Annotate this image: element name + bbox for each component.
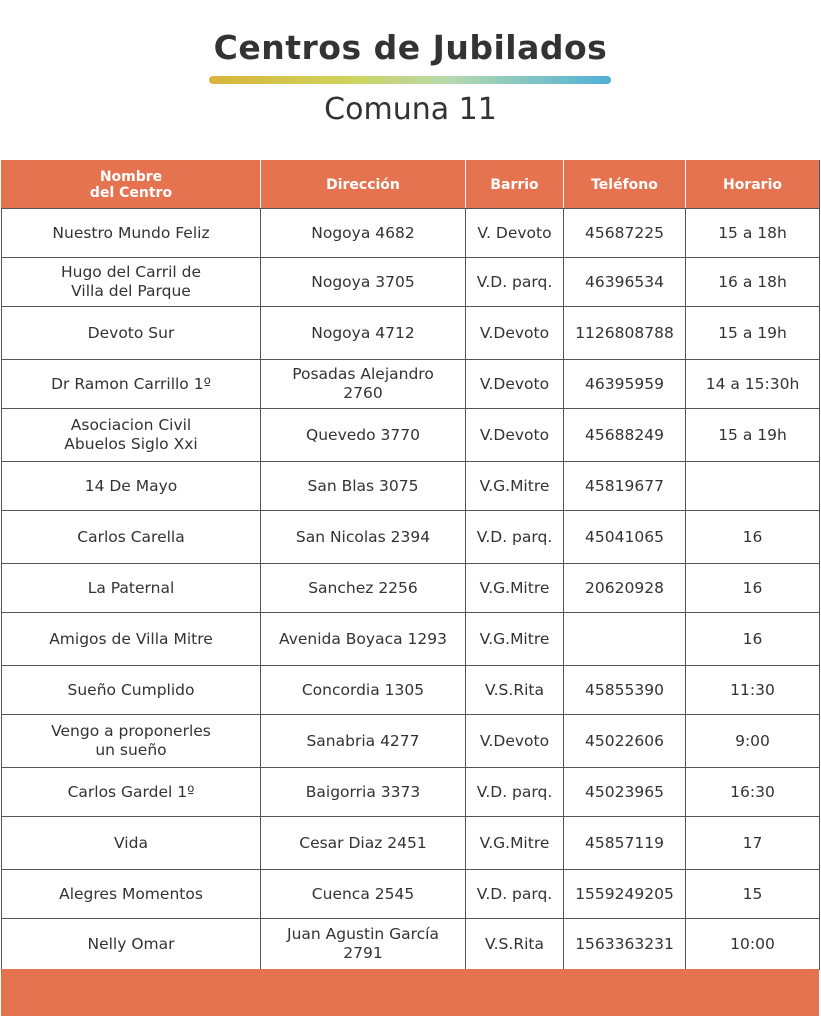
- cell-barrio-line: V.D. parq.: [476, 272, 553, 291]
- cell-direccion-line: Posadas Alejandro: [292, 365, 434, 383]
- cell-barrio-line: V.Devoto: [479, 323, 550, 342]
- cell-telefono-line: 45855390: [585, 680, 664, 699]
- cell-horario: [686, 715, 820, 768]
- cell-direccion-line: Nogoya 4712: [311, 323, 415, 342]
- cell-barrio-line: V.G.Mitre: [479, 629, 550, 648]
- cell-nombre: [2, 209, 261, 258]
- cell-nombre-line: un sueño: [95, 741, 167, 759]
- cell-telefono-line: 20620928: [585, 578, 664, 597]
- col-header-horario: Horario: [686, 161, 820, 209]
- col-header-telefono: Teléfono: [564, 161, 686, 209]
- cell-horario: [686, 768, 820, 817]
- cell-horario-line: 16: [742, 629, 763, 648]
- cell-nombre-line: Devoto Sur: [87, 323, 175, 342]
- table-row: [2, 209, 820, 258]
- cell-nombre-line: Nelly Omar: [87, 934, 175, 953]
- cell-direccion-line: Quevedo 3770: [306, 425, 420, 444]
- cell-nombre-line: La Paternal: [87, 578, 175, 597]
- table-row: [2, 360, 820, 409]
- cell-horario-line: 16: [742, 578, 763, 597]
- cell-nombre-line: Vengo a proponerles: [51, 722, 211, 740]
- cell-nombre-line: 14 De Mayo: [84, 476, 178, 495]
- table-row: [2, 307, 820, 360]
- cell-nombre-line: Nuestro Mundo Feliz: [52, 223, 210, 242]
- cell-direccion: [261, 870, 466, 919]
- col-header-barrio: Barrio: [466, 161, 564, 209]
- cell-barrio-line: V.G.Mitre: [479, 833, 550, 852]
- cell-horario: [686, 613, 820, 666]
- cell-nombre-line: Villa del Parque: [71, 282, 191, 300]
- cell-nombre: [2, 258, 261, 307]
- cell-nombre: [2, 564, 261, 613]
- cell-telefono: [564, 511, 686, 564]
- cell-telefono: [564, 462, 686, 511]
- cell-nombre-line: Asociacion Civil: [70, 416, 192, 434]
- table-row: [2, 564, 820, 613]
- cell-nombre-line: Hugo del Carril de: [60, 263, 202, 281]
- cell-telefono: [564, 715, 686, 768]
- cell-direccion-line: Baigorria 3373: [305, 782, 421, 801]
- cell-nombre-line: Abuelos Siglo Xxi: [64, 435, 198, 453]
- cell-telefono-line: 45041065: [585, 527, 664, 546]
- cell-direccion: [261, 919, 466, 970]
- cell-horario-line: 11:30: [730, 680, 775, 699]
- cell-barrio: [466, 511, 564, 564]
- table-row: [2, 258, 820, 307]
- cell-telefono-line: 1563363231: [575, 934, 674, 953]
- cell-barrio-line: V.S.Rita: [485, 934, 544, 953]
- cell-nombre: [2, 511, 261, 564]
- cell-barrio-line: V.D. parq.: [476, 527, 553, 546]
- cell-horario: [686, 360, 820, 409]
- title-underline-gradient: [209, 76, 611, 84]
- cell-direccion-line: Juan Agustin García: [287, 925, 439, 943]
- cell-barrio: [466, 307, 564, 360]
- cell-direccion: [261, 209, 466, 258]
- cell-telefono: [564, 613, 686, 666]
- cell-direccion: [261, 817, 466, 870]
- cell-telefono-line: 46395959: [585, 374, 664, 393]
- cell-horario-line: 9:00: [735, 731, 770, 750]
- page-title: Centros de Jubilados: [213, 28, 608, 67]
- cell-direccion-line: Nogoya 3705: [311, 272, 415, 291]
- cell-direccion-line: 2760: [343, 384, 383, 402]
- cell-nombre: [2, 613, 261, 666]
- cell-horario-line: 15 a 18h: [718, 223, 787, 242]
- footer-bar: [1, 969, 819, 1016]
- table-row: [2, 768, 820, 817]
- cell-telefono: [564, 870, 686, 919]
- cell-horario-line: 17: [742, 833, 763, 852]
- cell-barrio-line: V.G.Mitre: [479, 578, 550, 597]
- cell-barrio: [466, 462, 564, 511]
- cell-telefono-line: 45688249: [585, 425, 664, 444]
- cell-direccion: [261, 258, 466, 307]
- col-header-nombre: [2, 161, 261, 209]
- cell-telefono-line: 1559249205: [575, 884, 674, 903]
- table-row: [2, 409, 820, 462]
- cell-direccion: [261, 511, 466, 564]
- cell-barrio: [466, 409, 564, 462]
- cell-telefono: [564, 768, 686, 817]
- cell-barrio-line: V. Devoto: [477, 223, 552, 242]
- cell-barrio-line: V.Devoto: [479, 425, 550, 444]
- table-row: [2, 817, 820, 870]
- cell-direccion-line: Cesar Diaz 2451: [299, 833, 427, 852]
- cell-horario-line: 14 a 15:30h: [705, 374, 800, 393]
- cell-telefono-line: 45819677: [585, 476, 664, 495]
- cell-direccion: [261, 564, 466, 613]
- cell-telefono: [564, 360, 686, 409]
- cell-telefono: [564, 564, 686, 613]
- cell-horario: [686, 511, 820, 564]
- cell-telefono: [564, 919, 686, 970]
- table-row: [2, 715, 820, 768]
- cell-barrio: [466, 360, 564, 409]
- table-row: [2, 666, 820, 715]
- cell-direccion: [261, 768, 466, 817]
- cell-nombre: [2, 817, 261, 870]
- cell-direccion: [261, 462, 466, 511]
- cell-horario: [686, 666, 820, 715]
- col-header-direccion: Dirección: [261, 161, 466, 209]
- cell-horario-line: 16 a 18h: [718, 272, 787, 291]
- cell-telefono-line: 45857119: [585, 833, 664, 852]
- cell-barrio-line: V.Devoto: [479, 374, 550, 393]
- cell-horario-line: 10:00: [730, 934, 775, 953]
- cell-barrio: [466, 870, 564, 919]
- cell-horario: [686, 817, 820, 870]
- col-header-nombre-line1: Nombre: [99, 168, 163, 185]
- cell-direccion: [261, 666, 466, 715]
- cell-direccion-line: Sanchez 2256: [308, 578, 418, 597]
- cell-direccion-line: Nogoya 4682: [311, 223, 415, 242]
- cell-nombre-line: Vida: [114, 833, 148, 852]
- cell-direccion-line: 2791: [343, 944, 383, 962]
- cell-barrio: [466, 258, 564, 307]
- cell-barrio: [466, 715, 564, 768]
- cell-telefono-line: 45023965: [585, 782, 664, 801]
- cell-barrio: [466, 768, 564, 817]
- cell-direccion: [261, 715, 466, 768]
- cell-horario: [686, 258, 820, 307]
- cell-nombre-line: Dr Ramon Carrillo 1º: [51, 374, 211, 393]
- centers-table: [1, 160, 820, 970]
- cell-nombre: [2, 666, 261, 715]
- cell-nombre-line: Sueño Cumplido: [67, 680, 195, 699]
- cell-telefono-line: 1126808788: [575, 323, 674, 342]
- cell-horario-line: 16:30: [730, 782, 775, 801]
- cell-nombre: [2, 919, 261, 970]
- cell-barrio-line: V.Devoto: [479, 731, 550, 750]
- cell-barrio: [466, 919, 564, 970]
- cell-telefono-line: 45687225: [585, 223, 664, 242]
- cell-barrio: [466, 666, 564, 715]
- cell-horario-line: 15 a 19h: [718, 425, 787, 444]
- cell-direccion-line: Avenida Boyaca 1293: [279, 629, 447, 648]
- cell-direccion-line: Cuenca 2545: [311, 884, 415, 903]
- cell-nombre: [2, 768, 261, 817]
- cell-direccion: [261, 613, 466, 666]
- cell-nombre: [2, 870, 261, 919]
- cell-telefono: [564, 209, 686, 258]
- cell-telefono: [564, 409, 686, 462]
- table-row: [2, 919, 820, 970]
- cell-telefono-line: 45022606: [585, 731, 664, 750]
- cell-horario-line: 15 a 19h: [718, 323, 787, 342]
- cell-telefono: [564, 666, 686, 715]
- cell-direccion-line: San Nicolas 2394: [295, 527, 431, 546]
- cell-barrio-line: V.G.Mitre: [479, 476, 550, 495]
- cell-direccion: [261, 307, 466, 360]
- cell-nombre-line: Amigos de Villa Mitre: [49, 629, 213, 648]
- cell-telefono: [564, 307, 686, 360]
- cell-nombre-line: Alegres Momentos: [59, 884, 203, 903]
- cell-nombre: [2, 715, 261, 768]
- table-row: [2, 613, 820, 666]
- table-row: [2, 870, 820, 919]
- cell-nombre-line: Carlos Carella: [77, 527, 185, 546]
- cell-barrio: [466, 817, 564, 870]
- cell-nombre: [2, 360, 261, 409]
- cell-horario: [686, 209, 820, 258]
- cell-barrio-line: V.D. parq.: [476, 782, 553, 801]
- cell-nombre: [2, 462, 261, 511]
- cell-horario: [686, 919, 820, 970]
- cell-barrio-line: V.S.Rita: [485, 680, 544, 699]
- cell-horario-line: 15: [742, 884, 763, 903]
- page-subtitle: Comuna 11: [324, 92, 497, 127]
- cell-horario: [686, 870, 820, 919]
- cell-horario: [686, 307, 820, 360]
- cell-direccion-line: Concordia 1305: [301, 680, 425, 699]
- cell-horario: [686, 564, 820, 613]
- cell-barrio: [466, 209, 564, 258]
- table-body: [2, 209, 820, 970]
- col-header-nombre-line2: del Centro: [89, 184, 173, 201]
- table-header-row: [2, 161, 820, 209]
- cell-barrio: [466, 613, 564, 666]
- cell-direccion-line: San Blas 3075: [307, 476, 419, 495]
- cell-telefono-line: 46396534: [585, 272, 664, 291]
- cell-direccion: [261, 409, 466, 462]
- table-row: [2, 462, 820, 511]
- cell-telefono: [564, 258, 686, 307]
- cell-nombre: [2, 409, 261, 462]
- cell-horario: [686, 409, 820, 462]
- cell-nombre: [2, 307, 261, 360]
- cell-barrio: [466, 564, 564, 613]
- cell-horario: [686, 462, 820, 511]
- table-row: [2, 511, 820, 564]
- cell-barrio-line: V.D. parq.: [476, 884, 553, 903]
- cell-direccion-line: Sanabria 4277: [306, 731, 420, 750]
- cell-nombre-line: Carlos Gardel 1º: [67, 782, 195, 801]
- cell-direccion: [261, 360, 466, 409]
- cell-telefono: [564, 817, 686, 870]
- cell-horario-line: 16: [742, 527, 763, 546]
